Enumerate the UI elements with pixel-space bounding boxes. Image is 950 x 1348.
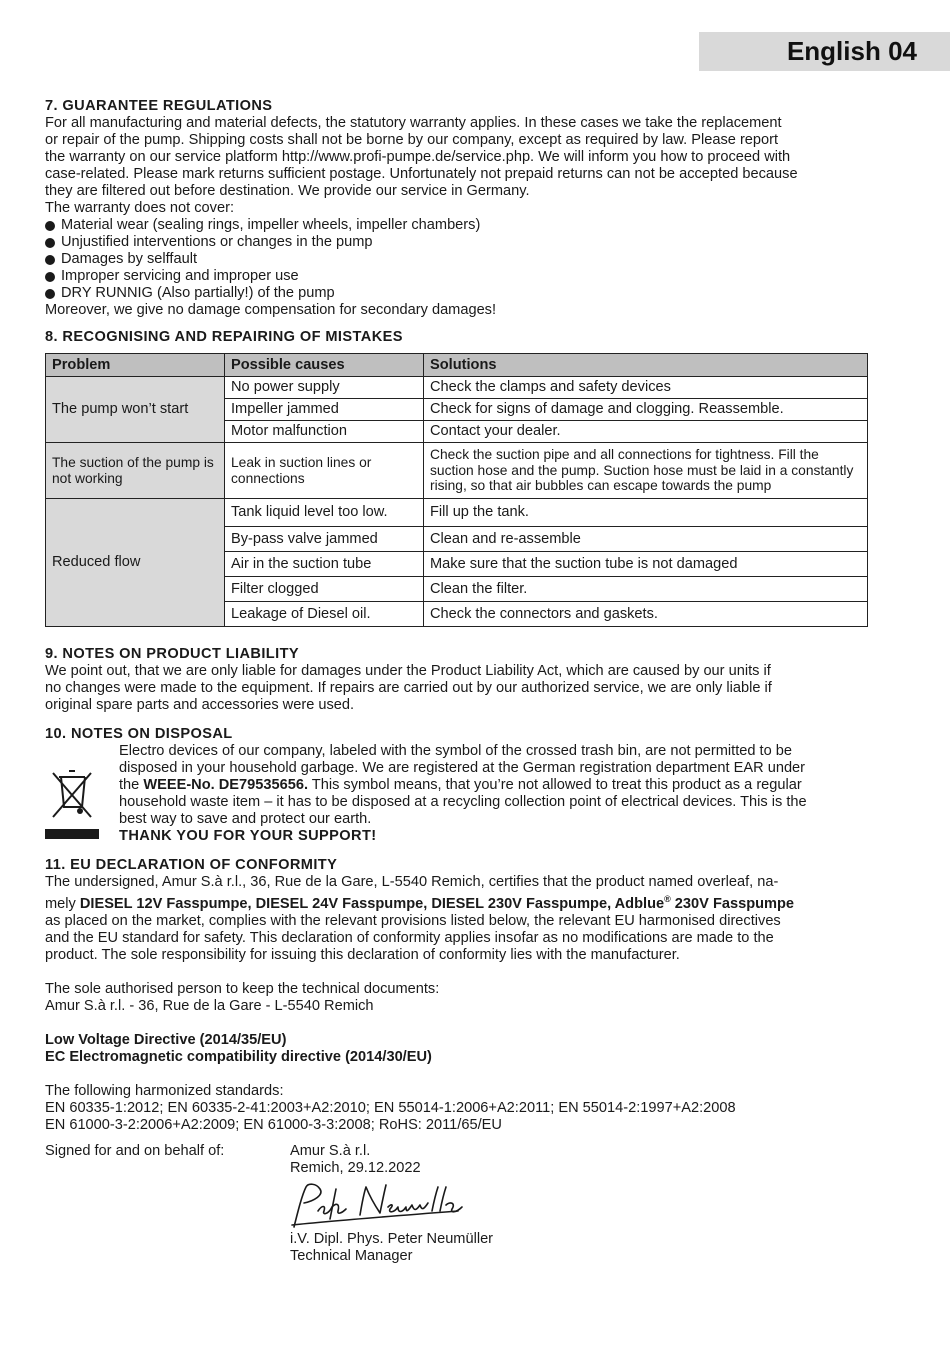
cause-cell: By-pass valve jammed bbox=[225, 527, 424, 552]
conformity-line: as placed on the market, complies with the relevant provisions listed below, the relevant EU harmonised directives bbox=[45, 912, 781, 929]
solution-cell: Check the clamps and safety devices bbox=[424, 377, 868, 399]
authorised-person-label: The sole authorised person to keep the technical documents: bbox=[45, 980, 440, 997]
signer-role: Technical Manager bbox=[290, 1247, 413, 1264]
signatory bbox=[290, 1143, 493, 1265]
solution-cell: Fill up the tank. bbox=[424, 499, 868, 527]
standards-intro: The following harmonized standards: bbox=[45, 1082, 284, 1099]
liability-section bbox=[45, 646, 870, 714]
table-header-row bbox=[46, 354, 868, 377]
handwritten-signature bbox=[290, 1181, 465, 1229]
signer-name: i.V. Dipl. Phys. Peter Neumüller bbox=[290, 1230, 494, 1247]
liability-title: 9. NOTES ON PRODUCT LIABILITY bbox=[45, 646, 300, 662]
disposal-line: the WEEE-No. DE79535656. This symbol means, that you’re not allowed to treat this product as a regular bbox=[119, 777, 802, 793]
conformity-line: product. The sole responsibility for issuing this declaration of conformity lies with the manufacturer. bbox=[45, 946, 680, 963]
solution-cell: Check the connectors and gaskets. bbox=[424, 602, 868, 627]
warranty-exclusions-list bbox=[45, 217, 870, 302]
cause-cell: Leakage of Diesel oil. bbox=[225, 602, 424, 627]
authorised-person-address: Amur S.à r.l. - 36, Rue de la Gare - L-5540 Remich bbox=[45, 997, 374, 1014]
guarantee-line: they are filtered out before destination. We provide our service in Germany. bbox=[45, 183, 530, 199]
solution-cell: Clean and re-assemble bbox=[424, 527, 868, 552]
disposal-title: 10. NOTES ON DISPOSAL bbox=[45, 726, 233, 742]
guarantee-line: or repair of the pump. Shipping costs shall not be borne by our company, except as required by law. Please report bbox=[45, 132, 779, 148]
disposal-section bbox=[45, 726, 870, 845]
conformity-title: 11. EU DECLARATION OF CONFORMITY bbox=[45, 857, 338, 873]
cause-cell: Leak in suction lines or connections bbox=[225, 443, 424, 499]
directive-low-voltage: Low Voltage Directive (2014/35/EU) bbox=[45, 1031, 287, 1048]
guarantee-line: case-related. Please mark returns sufficient postage. Unfortunately not prepaid returns can not be accepted because bbox=[45, 166, 798, 182]
list-item: Improper servicing and improper use bbox=[45, 268, 870, 285]
disposal-line: Electro devices of our company, labeled with the symbol of the crossed trash bin, are not permitted to be bbox=[119, 743, 793, 759]
liability-line: original spare parts and accessories were used. bbox=[45, 697, 355, 713]
conformity-line: mely DIESEL 12V Fasspumpe, DIESEL 24V Fasspumpe, DIESEL 230V Fasspumpe, Adblue® 230V Fasspumpe bbox=[45, 894, 795, 912]
disposal-line: household waste item – it has to be disposed at a recycling collection point of electrical devices. This is the bbox=[119, 794, 807, 810]
troubleshooting-table bbox=[45, 353, 868, 627]
column-header-solutions: Solutions bbox=[424, 354, 868, 377]
standards-line: EN 60335-1:2012; EN 60335-2-41:2003+A2:2010; EN 55014-1:2006+A2:2011; EN 55014-2:1997+A2:2008 bbox=[45, 1099, 736, 1116]
cause-cell: Air in the suction tube bbox=[225, 552, 424, 577]
table-row bbox=[46, 377, 868, 399]
problem-cell: Reduced flow bbox=[46, 499, 225, 627]
guarantee-section bbox=[45, 98, 870, 319]
signatory-place-date: Remich, 29.12.2022 bbox=[290, 1159, 421, 1176]
standards-line: EN 61000-3-2:2006+A2:2009; EN 61000-3-3:2008; RoHS: 2011/65/EU bbox=[45, 1116, 502, 1133]
liability-line: no changes were made to the equipment. If repairs are carried out by our authorized service, we are only liable if bbox=[45, 680, 772, 696]
liability-line: We point out, that we are only liable for damages under the Product Liability Act, which are caused by our units if bbox=[45, 663, 771, 679]
conformity-section bbox=[45, 857, 870, 1265]
solution-cell: Make sure that the suction tube is not damaged bbox=[424, 552, 868, 577]
cause-cell: Tank liquid level too low. bbox=[225, 499, 424, 527]
directive-emc: EC Electromagnetic compatibility directive (2014/30/EU) bbox=[45, 1048, 432, 1065]
guarantee-closing: Moreover, we give no damage compensation for secondary damages! bbox=[45, 302, 497, 318]
mistakes-section bbox=[45, 329, 870, 627]
cause-cell: No power supply bbox=[225, 377, 424, 399]
guarantee-line: For all manufacturing and material defects, the statutory warranty applies. In these cases we take the replacement bbox=[45, 115, 782, 131]
solution-cell: Contact your dealer. bbox=[424, 421, 868, 443]
page-content bbox=[45, 98, 870, 1265]
list-item: DRY RUNNIG (Also partially!) of the pump bbox=[45, 285, 870, 302]
disposal-line: disposed in your household garbage. We are registered at the German registration department EAR under bbox=[119, 760, 806, 776]
list-item: Material wear (sealing rings, impeller wheels, impeller chambers) bbox=[45, 217, 870, 234]
list-item: Unjustified interventions or changes in the pump bbox=[45, 234, 870, 251]
signed-label: Signed for and on behalf of: bbox=[45, 1142, 225, 1159]
cause-cell: Impeller jammed bbox=[225, 399, 424, 421]
solution-cell: Clean the filter. bbox=[424, 577, 868, 602]
disposal-body bbox=[45, 743, 870, 845]
mistakes-title: 8. RECOGNISING AND REPAIRING OF MISTAKES bbox=[45, 329, 403, 345]
column-header-problem: Problem bbox=[46, 354, 225, 377]
weee-number: WEEE-No. DE79535656. bbox=[143, 777, 309, 793]
guarantee-line: The warranty does not cover: bbox=[45, 200, 234, 216]
thank-you-text: THANK YOU FOR YOUR SUPPORT! bbox=[119, 828, 377, 844]
problem-cell: The suction of the pump is not working bbox=[46, 443, 225, 499]
column-header-causes: Possible causes bbox=[225, 354, 424, 377]
disposal-line: best way to save and protect our earth. bbox=[119, 811, 372, 827]
signature-block bbox=[45, 1143, 870, 1265]
solution-cell: Check for signs of damage and clogging. Reassemble. bbox=[424, 399, 868, 421]
problem-cell: The pump won’t start bbox=[46, 377, 225, 443]
language-page-badge: English 04 bbox=[699, 32, 950, 71]
guarantee-title: 7. GUARANTEE REGULATIONS bbox=[45, 98, 273, 114]
signatory-company: Amur S.à r.l. bbox=[290, 1142, 371, 1159]
cause-cell: Motor malfunction bbox=[225, 421, 424, 443]
conformity-line: and the EU standard for safety. This declaration of conformity applies insofar as no modifications are made to the bbox=[45, 929, 774, 946]
guarantee-line: the warranty on our service platform http://www.profi-pumpe.de/service.php. We will inform you how to proceed with bbox=[45, 149, 791, 165]
list-item: Damages by selffault bbox=[45, 251, 870, 268]
table-row bbox=[46, 443, 868, 499]
table-row bbox=[46, 499, 868, 527]
crossed-trash-bin-icon bbox=[45, 767, 99, 839]
product-list: DIESEL 12V Fasspumpe, DIESEL 24V Fasspumpe, DIESEL 230V Fasspumpe, Adblue® 230V Fasspumpe bbox=[79, 894, 795, 912]
cause-cell: Filter clogged bbox=[225, 577, 424, 602]
conformity-line: The undersigned, Amur S.à r.l., 36, Rue de la Gare, L-5540 Remich, certifies that the product named overleaf, na- bbox=[45, 874, 779, 890]
solution-cell: Check the suction pipe and all connections for tightness. Fill the suction hose and the pump. Suction hose must be laid in a constantly rising, so that air bubbles can escape towards the pump bbox=[424, 443, 868, 499]
